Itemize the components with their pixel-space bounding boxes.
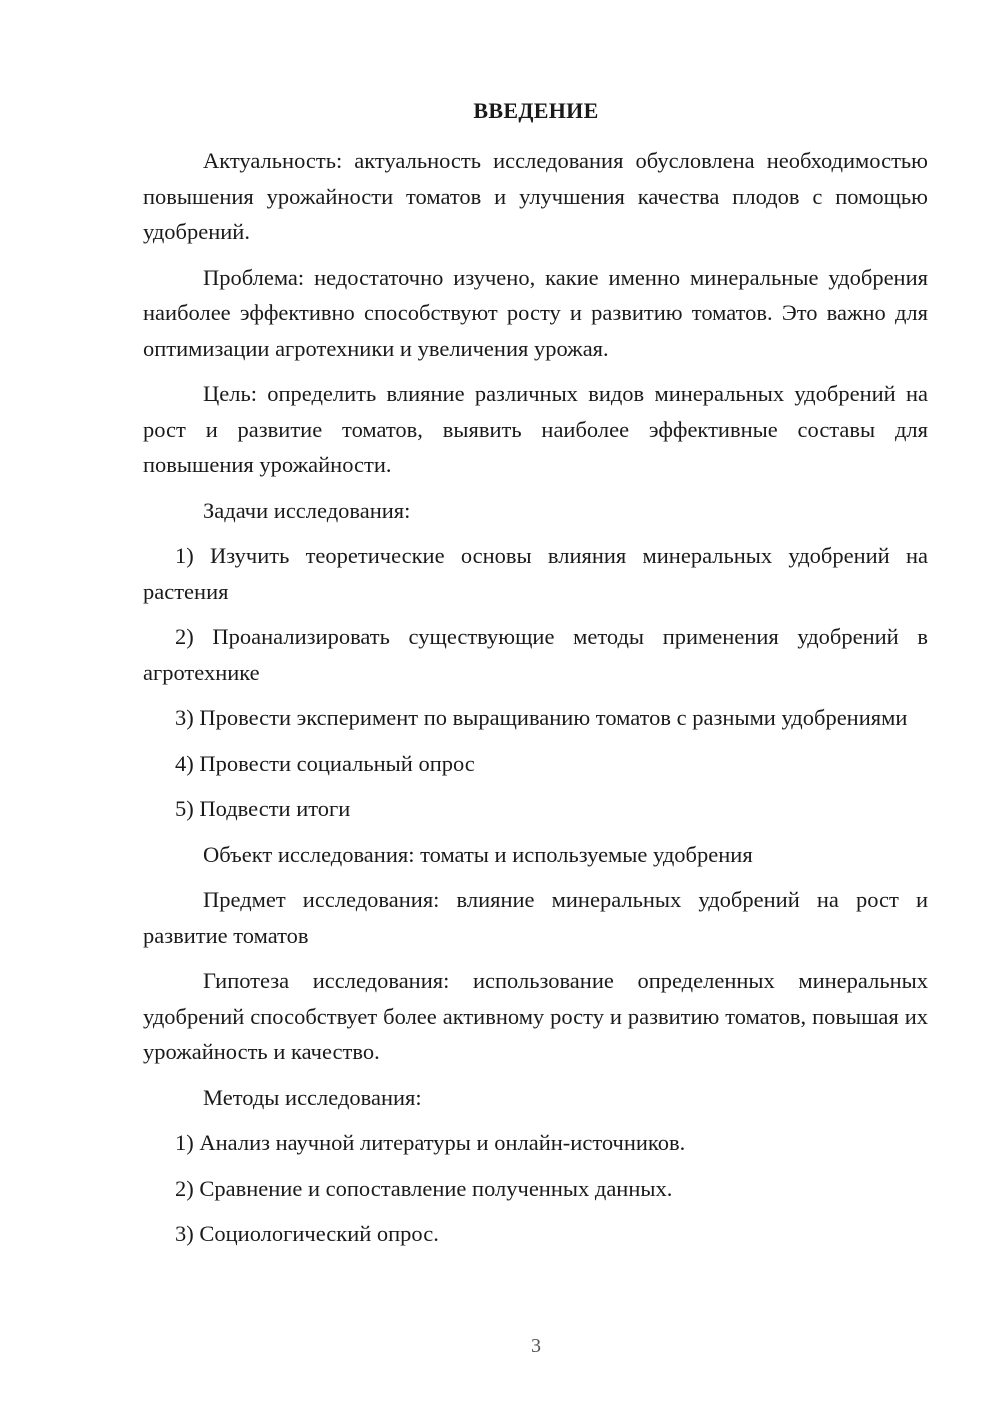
relevance-paragraph: Актуальность: актуальность исследования обусловлена необходимостью повышения урожайности томатов и улучшения качества плодов с помощью удобрений. xyxy=(143,148,928,244)
hypothesis-paragraph: Гипотеза исследования: использование определенных минеральных удобрений способствует более активному росту и развитию томатов, повышая их урожайность и качество. xyxy=(143,968,928,1064)
tasks-heading: Задачи исследования: xyxy=(203,497,411,523)
page-number: 3 xyxy=(531,1335,541,1357)
task-item-4: 4) Провести социальный опрос xyxy=(175,750,475,776)
subject-paragraph: Предмет исследования: влияние минеральных удобрений на рост и развитие томатов xyxy=(143,887,928,948)
goal-paragraph: Цель: определить влияние различных видов минеральных удобрений на рост и развитие томатов, выявить наиболее эффективные составы для повышения урожайности. xyxy=(143,381,928,477)
method-item-2: 2) Сравнение и сопоставление полученных данных. xyxy=(175,1175,673,1201)
task-item-3: 3) Провести эксперимент по выращиванию томатов с разными удобрениями xyxy=(175,705,908,730)
body-text xyxy=(143,143,928,1262)
method-item-3: 3) Социологический опрос. xyxy=(175,1221,439,1246)
problem-paragraph: Проблема: недостаточно изучено, какие именно минеральные удобрения наиболее эффективно способствуют росту и развитию томатов. Это важно для оптимизации агротехники и увеличения урожая. xyxy=(143,264,928,361)
section-title: ВВЕДЕНИЕ xyxy=(473,98,599,123)
method-item-1: 1) Анализ научной литературы и онлайн-источников. xyxy=(175,1130,686,1155)
object-paragraph: Объект исследования: томаты и используемые удобрения xyxy=(203,841,753,867)
methods-heading: Методы исследования: xyxy=(203,1084,422,1110)
task-item-2: 2) Проанализировать существующие методы применения удобрений в агротехнике xyxy=(143,624,928,685)
task-item-5: 5) Подвести итоги xyxy=(175,796,351,821)
task-item-1: 1) Изучить теоретические основы влияния минеральных удобрений на растения xyxy=(143,543,928,604)
